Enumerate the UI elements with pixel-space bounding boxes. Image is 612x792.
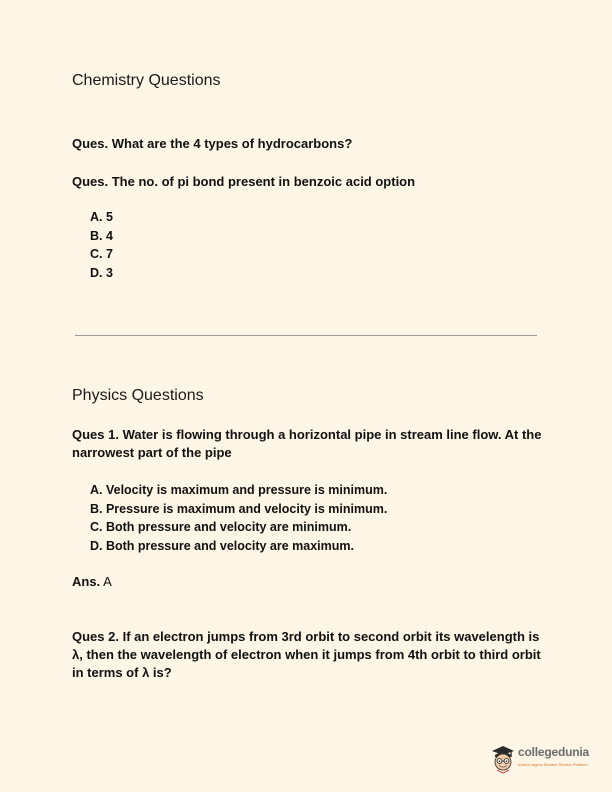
option-c: C. 7 — [90, 247, 113, 261]
chemistry-question-2: Ques. The no. of pi bond present in benzoic acid option — [72, 174, 416, 189]
chemistry-question-1: Ques. What are the 4 types of hydrocarbons? — [72, 136, 353, 151]
logo-tagline: India's largest Student Review Platform — [518, 762, 588, 767]
chemistry-section-title: Chemistry Questions — [72, 72, 221, 89]
section-divider — [75, 335, 537, 336]
physics-section-title: Physics Questions — [72, 387, 204, 404]
physics-question-1: Ques 1. Water is flowing through a horizontal pipe in stream line flow. At the narrowest part of the pipe — [72, 427, 542, 460]
physics-question-1-answer — [72, 574, 112, 589]
option-d: D. 3 — [90, 265, 113, 280]
chemistry-question-2-options — [90, 208, 113, 282]
option-a: A. Velocity is maximum and pressure is minimum. — [90, 483, 388, 497]
answer-label: Ans. — [72, 574, 101, 589]
physics-question-2: Ques 2. If an electron jumps from 3rd orbit to second orbit its wavelength is λ, then the wavelength of electron when it jumps from 4th orbit to third orbit in terms of λ is? — [72, 629, 541, 680]
option-b: B. Pressure is maximum and velocity is minimum. — [90, 501, 388, 516]
option-d: D. Both pressure and velocity are maximum. — [90, 538, 354, 553]
option-c: C. Both pressure and velocity are minimum. — [90, 520, 352, 534]
physics-question-1-options — [90, 481, 387, 555]
answer-value: A — [103, 574, 112, 589]
option-a: A. 5 — [90, 210, 113, 224]
student-mascot-icon — [490, 744, 516, 774]
collegedunia-logo — [490, 742, 590, 776]
logo-wordmark: collegedunia — [518, 745, 589, 759]
option-b: B. 4 — [90, 228, 113, 243]
